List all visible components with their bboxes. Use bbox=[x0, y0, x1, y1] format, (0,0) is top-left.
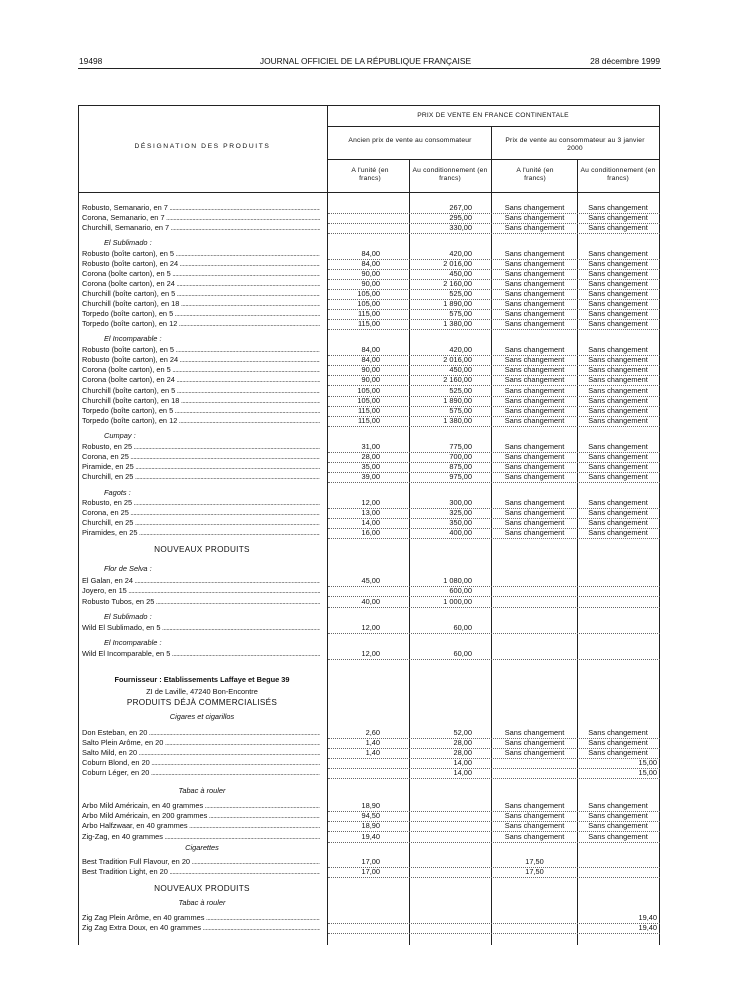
table-row bbox=[0, 375, 731, 385]
table-row bbox=[0, 309, 731, 319]
category-heading bbox=[0, 898, 731, 908]
new-pack-price: Sans changement bbox=[588, 309, 648, 318]
product-name: Salto Plein Arôme, en 20 ..... bbox=[82, 738, 320, 748]
section-heading bbox=[0, 698, 731, 708]
new-unit-price: Sans changement bbox=[504, 213, 565, 222]
new-unit-price: Sans changement bbox=[504, 269, 565, 278]
product-name: El Galan, en 24 ..... bbox=[82, 576, 320, 586]
old-pack-price: 525,00 bbox=[449, 289, 472, 298]
table-row bbox=[0, 821, 731, 831]
table-row bbox=[0, 738, 731, 748]
new-unit-price: Sans changement bbox=[504, 345, 565, 354]
product-name: Robusto (boîte carton), en 24 ..... bbox=[82, 259, 320, 269]
new-unit-price: Sans changement bbox=[504, 203, 565, 212]
old-pack-price: 1 380,00 bbox=[443, 416, 472, 425]
new-unit-price: 17,50 bbox=[525, 857, 544, 866]
old-pack-price: 60,00 bbox=[453, 649, 472, 658]
table-row bbox=[0, 728, 731, 738]
new-unit-price: Sans changement bbox=[504, 223, 565, 232]
category-label: Cigarettes bbox=[185, 843, 219, 852]
new-pack-price: Sans changement bbox=[588, 345, 648, 354]
old-pack-price: 525,00 bbox=[449, 386, 472, 395]
old-unit-price: 18,90 bbox=[361, 801, 380, 810]
product-name: Joyero, en 15 ..... bbox=[82, 586, 320, 596]
brand-label: Cumpay : bbox=[104, 431, 136, 440]
old-pack-price: 14,00 bbox=[453, 758, 472, 767]
old-unit-price: 40,00 bbox=[361, 597, 380, 606]
brand-label: El Sublimado : bbox=[104, 612, 152, 621]
old-pack-price: 2 160,00 bbox=[443, 279, 472, 288]
new-unit-price: Sans changement bbox=[504, 365, 565, 374]
old-pack-price: 325,00 bbox=[449, 508, 472, 517]
new-pack-price: Sans changement bbox=[588, 386, 648, 395]
old-unit-price: 105,00 bbox=[357, 289, 380, 298]
product-name: Corona, en 25 ..... bbox=[82, 452, 320, 462]
new-unit-price: Sans changement bbox=[504, 396, 565, 405]
old-pack-price: 700,00 bbox=[449, 452, 472, 461]
product-name: Corona, Semanario, en 7 ..... bbox=[82, 213, 320, 223]
old-unit-price: 18,90 bbox=[361, 821, 380, 830]
new-pack-price: Sans changement bbox=[588, 518, 648, 527]
product-name: Robusto Tubos, en 25 ..... bbox=[82, 597, 320, 607]
table-row bbox=[0, 597, 731, 607]
new-unit-price: Sans changement bbox=[504, 355, 565, 364]
new-pack-price: Sans changement bbox=[588, 728, 648, 737]
product-name: Robusto, en 25 ..... bbox=[82, 442, 320, 452]
old-unit-price: 13,00 bbox=[361, 508, 380, 517]
new-unit-price: Sans changement bbox=[504, 279, 565, 288]
table-row bbox=[0, 576, 731, 586]
unit-header-old: A l'unité (en francs) bbox=[351, 167, 389, 182]
table-row bbox=[0, 279, 731, 289]
new-pack-price: Sans changement bbox=[588, 203, 648, 212]
new-unit-price: Sans changement bbox=[504, 518, 565, 527]
supplier-address-text: ZI de Laville, 47240 Bon-Encontre bbox=[146, 687, 258, 696]
old-pack-price: 1 380,00 bbox=[443, 319, 472, 328]
old-unit-price: 19,40 bbox=[361, 832, 380, 841]
new-unit-price: Sans changement bbox=[504, 738, 565, 747]
new-unit-price: Sans changement bbox=[504, 821, 565, 830]
new-pack-price: Sans changement bbox=[588, 259, 648, 268]
product-name: Coburn Blond, en 20 ..... bbox=[82, 758, 320, 768]
table-row bbox=[0, 203, 731, 213]
product-name: Torpedo (boîte carton), en 12 ..... bbox=[82, 319, 320, 329]
old-unit-price: 28,00 bbox=[361, 452, 380, 461]
new-unit-price: Sans changement bbox=[504, 442, 565, 451]
new-pack-price: Sans changement bbox=[588, 821, 648, 830]
old-unit-price: 90,00 bbox=[361, 365, 380, 374]
new-pack-price: Sans changement bbox=[588, 223, 648, 232]
table-row bbox=[0, 832, 731, 842]
new-unit-price: Sans changement bbox=[504, 462, 565, 471]
product-name: Churchill, en 25 ..... bbox=[82, 472, 320, 482]
product-name: Torpedo (boîte carton), en 5 ..... bbox=[82, 406, 320, 416]
new-pack-price: Sans changement bbox=[588, 319, 648, 328]
table-row bbox=[0, 386, 731, 396]
product-name: Piramides, en 25 ..... bbox=[82, 528, 320, 538]
new-pack-price: Sans changement bbox=[588, 365, 648, 374]
new-pack-price: Sans changement bbox=[588, 269, 648, 278]
old-unit-price: 105,00 bbox=[357, 396, 380, 405]
product-name: Best Tradition Light, en 20 ..... bbox=[82, 867, 320, 877]
table-row bbox=[0, 249, 731, 259]
pack-header-old: Au conditionnement (en francs) bbox=[412, 167, 488, 182]
product-name: Robusto, en 25 ..... bbox=[82, 498, 320, 508]
product-name: Churchill (boîte carton), en 5 ..... bbox=[82, 289, 320, 299]
table-row bbox=[0, 913, 731, 923]
product-name: Piramide, en 25 ..... bbox=[82, 462, 320, 472]
old-unit-price: 35,00 bbox=[361, 462, 380, 471]
new-pack-price: Sans changement bbox=[588, 299, 648, 308]
old-unit-price: 84,00 bbox=[361, 259, 380, 268]
new-unit-price: Sans changement bbox=[504, 416, 565, 425]
new-pack-price: Sans changement bbox=[588, 416, 648, 425]
new-pack-price: 19,40 bbox=[638, 923, 657, 932]
table-row bbox=[0, 289, 731, 299]
product-name: Corona (boîte carton), en 24 ..... bbox=[82, 375, 320, 385]
product-name: Best Tradition Full Flavour, en 20 ..... bbox=[82, 857, 320, 867]
new-unit-price: Sans changement bbox=[504, 801, 565, 810]
new-pack-price: 15,00 bbox=[638, 768, 657, 777]
table-row bbox=[0, 299, 731, 309]
old-pack-price: 1 890,00 bbox=[443, 299, 472, 308]
old-pack-price: 600,00 bbox=[449, 586, 472, 595]
product-name: Robusto (boîte carton), en 24 ..... bbox=[82, 355, 320, 365]
old-unit-price: 115,00 bbox=[357, 319, 380, 328]
brand-heading bbox=[0, 612, 731, 622]
table-row bbox=[0, 801, 731, 811]
old-pack-price: 1 890,00 bbox=[443, 396, 472, 405]
old-pack-price: 295,00 bbox=[449, 213, 472, 222]
supplier-name: Fournisseur : Etablissements Laffaye et Begue 39 bbox=[114, 675, 290, 684]
table-row bbox=[0, 269, 731, 279]
product-name: Zig-Zag, en 40 grammes ..... bbox=[82, 832, 320, 842]
old-pack-price: 420,00 bbox=[449, 345, 472, 354]
brand-label: Flor de Selva : bbox=[104, 564, 152, 573]
old-pack-price: 2 016,00 bbox=[443, 355, 472, 364]
product-name: Torpedo (boîte carton), en 12 ..... bbox=[82, 416, 320, 426]
old-unit-price: 16,00 bbox=[361, 528, 380, 537]
new-unit-price: Sans changement bbox=[504, 309, 565, 318]
old-pack-price: 330,00 bbox=[449, 223, 472, 232]
new-pack-price: Sans changement bbox=[588, 289, 648, 298]
product-name: Churchill (boîte carton), en 5 ..... bbox=[82, 386, 320, 396]
product-name: Zig Zag Plein Arôme, en 40 grammes ..... bbox=[82, 913, 320, 923]
old-pack-price: 60,00 bbox=[453, 623, 472, 632]
brand-label: El Sublimado : bbox=[104, 238, 152, 247]
product-name: Zig Zag Extra Doux, en 40 grammes ..... bbox=[82, 923, 320, 933]
new-pack-price: 15,00 bbox=[638, 758, 657, 767]
table-row bbox=[0, 768, 731, 778]
old-unit-price: 84,00 bbox=[361, 355, 380, 364]
table-row bbox=[0, 649, 731, 659]
category-label: Tabac à rouler bbox=[178, 898, 226, 907]
old-unit-price: 1,40 bbox=[365, 738, 380, 747]
old-unit-price: 105,00 bbox=[357, 299, 380, 308]
product-name: Churchill, en 25 ..... bbox=[82, 518, 320, 528]
product-name: Arbo Mild Américain, en 200 grammes ..... bbox=[82, 811, 320, 821]
new-pack-price: Sans changement bbox=[588, 832, 648, 841]
new-unit-price: Sans changement bbox=[504, 299, 565, 308]
table-row bbox=[0, 748, 731, 758]
old-unit-price: 39,00 bbox=[361, 472, 380, 481]
table-row bbox=[0, 867, 731, 877]
product-name: Churchill (boîte carton), en 18 ..... bbox=[82, 396, 320, 406]
new-pack-price: Sans changement bbox=[588, 462, 648, 471]
new-unit-price: Sans changement bbox=[504, 811, 565, 820]
product-name: Corona, en 25 ..... bbox=[82, 508, 320, 518]
product-name: Wild El Sublimado, en 5 ..... bbox=[82, 623, 320, 633]
old-unit-price: 2,60 bbox=[365, 728, 380, 737]
product-name: Arbo Mild Américain, en 40 grammes ..... bbox=[82, 801, 320, 811]
new-unit-price: Sans changement bbox=[504, 319, 565, 328]
table-row bbox=[0, 355, 731, 365]
journal-title: JOURNAL OFFICIEL DE LA RÉPUBLIQUE FRANÇAISE bbox=[259, 56, 472, 66]
table-row bbox=[0, 811, 731, 821]
new-unit-price: Sans changement bbox=[504, 259, 565, 268]
unit-header-new: A l'unité (en francs) bbox=[516, 167, 554, 182]
new-pack-price: Sans changement bbox=[588, 442, 648, 451]
old-unit-price: 115,00 bbox=[357, 416, 380, 425]
product-name: Robusto, Semanario, en 7 ..... bbox=[82, 203, 320, 213]
new-unit-price: Sans changement bbox=[504, 728, 565, 737]
table-row bbox=[0, 623, 731, 633]
old-unit-price: 84,00 bbox=[361, 345, 380, 354]
category-heading bbox=[0, 843, 731, 853]
nouveau-header: Prix de vente au consommateur au 3 janvier 2000 bbox=[505, 137, 645, 152]
product-name: Robusto (boîte carton), en 5 ..... bbox=[82, 249, 320, 259]
old-pack-price: 1 000,00 bbox=[443, 597, 472, 606]
old-pack-price: 350,00 bbox=[449, 518, 472, 527]
section-label: NOUVEAUX PRODUITS bbox=[154, 884, 250, 893]
section-label: PRODUITS DÉJÀ COMMERCIALISÉS bbox=[126, 698, 278, 707]
table-row bbox=[0, 857, 731, 867]
new-unit-price: Sans changement bbox=[504, 508, 565, 517]
old-unit-price: 84,00 bbox=[361, 249, 380, 258]
old-unit-price: 1,40 bbox=[365, 748, 380, 757]
old-pack-price: 450,00 bbox=[449, 365, 472, 374]
new-pack-price: Sans changement bbox=[588, 249, 648, 258]
old-pack-price: 975,00 bbox=[449, 472, 472, 481]
product-name: Salto Mild, en 20 ..... bbox=[82, 748, 320, 758]
old-pack-price: 14,00 bbox=[453, 768, 472, 777]
new-pack-price: Sans changement bbox=[588, 528, 648, 537]
old-unit-price: 115,00 bbox=[357, 406, 380, 415]
new-unit-price: Sans changement bbox=[504, 832, 565, 841]
new-pack-price: Sans changement bbox=[588, 375, 648, 384]
new-pack-price: Sans changement bbox=[588, 811, 648, 820]
table-row bbox=[0, 213, 731, 223]
table-row bbox=[0, 498, 731, 508]
table-row bbox=[0, 259, 731, 269]
new-unit-price: Sans changement bbox=[504, 289, 565, 298]
product-name: Don Esteban, en 20 ..... bbox=[82, 728, 320, 738]
table-row bbox=[0, 508, 731, 518]
section-heading bbox=[0, 884, 731, 894]
old-unit-price: 105,00 bbox=[357, 386, 380, 395]
table-row bbox=[0, 472, 731, 482]
new-pack-price: Sans changement bbox=[588, 452, 648, 461]
table-row bbox=[0, 406, 731, 416]
product-name: Corona (boîte carton), en 24 ..... bbox=[82, 279, 320, 289]
brand-heading bbox=[0, 334, 731, 344]
old-unit-price: 17,00 bbox=[361, 857, 380, 866]
product-name: Churchill (boîte carton), en 18 ..... bbox=[82, 299, 320, 309]
table-row bbox=[0, 586, 731, 596]
old-pack-price: 575,00 bbox=[449, 406, 472, 415]
product-name: Wild El Incomparable, en 5 ..... bbox=[82, 649, 320, 659]
brand-heading bbox=[0, 238, 731, 248]
new-pack-price: Sans changement bbox=[588, 396, 648, 405]
table-row bbox=[0, 365, 731, 375]
new-unit-price: Sans changement bbox=[504, 472, 565, 481]
brand-heading bbox=[0, 564, 731, 574]
new-unit-price: Sans changement bbox=[504, 528, 565, 537]
new-pack-price: Sans changement bbox=[588, 748, 648, 757]
brand-label: El Incomparable : bbox=[104, 334, 162, 343]
page-number: 19498 bbox=[79, 56, 103, 66]
product-name: Corona (boîte carton), en 5 ..... bbox=[82, 269, 320, 279]
new-pack-price: Sans changement bbox=[588, 738, 648, 747]
product-name: Corona (boîte carton), en 5 ..... bbox=[82, 365, 320, 375]
old-unit-price: 14,00 bbox=[361, 518, 380, 527]
table-row bbox=[0, 758, 731, 768]
new-unit-price: Sans changement bbox=[504, 748, 565, 757]
old-unit-price: 115,00 bbox=[357, 309, 380, 318]
old-pack-price: 2 160,00 bbox=[443, 375, 472, 384]
table-row bbox=[0, 223, 731, 233]
old-pack-price: 875,00 bbox=[449, 462, 472, 471]
brand-heading bbox=[0, 488, 731, 498]
designation-header: DÉSIGNATION DES PRODUITS bbox=[134, 143, 271, 150]
new-pack-price: Sans changement bbox=[588, 406, 648, 415]
new-pack-price: Sans changement bbox=[588, 355, 648, 364]
brand-label: Fagots : bbox=[104, 488, 131, 497]
new-unit-price: Sans changement bbox=[504, 498, 565, 507]
table-row bbox=[0, 462, 731, 472]
old-pack-price: 300,00 bbox=[449, 498, 472, 507]
old-unit-price: 12,00 bbox=[361, 623, 380, 632]
old-pack-price: 420,00 bbox=[449, 249, 472, 258]
new-pack-price: Sans changement bbox=[588, 213, 648, 222]
new-pack-price: Sans changement bbox=[588, 279, 648, 288]
new-pack-price: 19,40 bbox=[638, 913, 657, 922]
table-row bbox=[0, 923, 731, 933]
old-pack-price: 400,00 bbox=[449, 528, 472, 537]
old-unit-price: 90,00 bbox=[361, 375, 380, 384]
new-unit-price: Sans changement bbox=[504, 375, 565, 384]
table-row bbox=[0, 345, 731, 355]
old-unit-price: 12,00 bbox=[361, 498, 380, 507]
new-unit-price: Sans changement bbox=[504, 249, 565, 258]
table-row bbox=[0, 442, 731, 452]
old-pack-price: 450,00 bbox=[449, 269, 472, 278]
old-pack-price: 28,00 bbox=[453, 738, 472, 747]
section-label: NOUVEAUX PRODUITS bbox=[154, 545, 250, 554]
supplier-heading bbox=[0, 675, 731, 685]
old-unit-price: 90,00 bbox=[361, 269, 380, 278]
old-pack-price: 775,00 bbox=[449, 442, 472, 451]
product-name: Churchill, Semanario, en 7 ..... bbox=[82, 223, 320, 233]
brand-label: El Incomparable : bbox=[104, 638, 162, 647]
table-row bbox=[0, 416, 731, 426]
old-pack-price: 267,00 bbox=[449, 203, 472, 212]
category-heading bbox=[0, 712, 731, 722]
section-heading bbox=[0, 545, 731, 555]
publication-date: 28 décembre 1999 bbox=[590, 56, 660, 66]
new-pack-price: Sans changement bbox=[588, 508, 648, 517]
prix-header: PRIX DE VENTE EN FRANCE CONTINENTALE bbox=[417, 112, 569, 119]
old-unit-price: 45,00 bbox=[361, 576, 380, 585]
new-unit-price: 17,50 bbox=[525, 867, 544, 876]
category-label: Tabac à rouler bbox=[178, 786, 226, 795]
new-unit-price: Sans changement bbox=[504, 452, 565, 461]
product-name: Coburn Léger, en 20 ..... bbox=[82, 768, 320, 778]
new-pack-price: Sans changement bbox=[588, 801, 648, 810]
old-pack-price: 1 080,00 bbox=[443, 576, 472, 585]
ancien-header: Ancien prix de vente au consommateur bbox=[348, 137, 472, 144]
supplier-address bbox=[0, 687, 731, 697]
category-heading bbox=[0, 786, 731, 796]
table-row bbox=[0, 319, 731, 329]
old-pack-price: 28,00 bbox=[453, 748, 472, 757]
old-pack-price: 2 016,00 bbox=[443, 259, 472, 268]
old-pack-price: 52,00 bbox=[453, 728, 472, 737]
table-row bbox=[0, 518, 731, 528]
new-unit-price: Sans changement bbox=[504, 386, 565, 395]
table-row bbox=[0, 396, 731, 406]
old-unit-price: 12,00 bbox=[361, 649, 380, 658]
table-row bbox=[0, 528, 731, 538]
product-name: Arbo Halfzwaar, en 40 grammes ..... bbox=[82, 821, 320, 831]
brand-heading bbox=[0, 431, 731, 441]
old-unit-price: 31,00 bbox=[361, 442, 380, 451]
product-name: Robusto (boîte carton), en 5 ..... bbox=[82, 345, 320, 355]
table-row bbox=[0, 452, 731, 462]
new-pack-price: Sans changement bbox=[588, 498, 648, 507]
brand-heading bbox=[0, 638, 731, 648]
pack-header-new: Au conditionnement (en francs) bbox=[580, 167, 656, 182]
new-unit-price: Sans changement bbox=[504, 406, 565, 415]
product-name: Torpedo (boîte carton), en 5 ..... bbox=[82, 309, 320, 319]
old-pack-price: 575,00 bbox=[449, 309, 472, 318]
old-unit-price: 94,50 bbox=[361, 811, 380, 820]
old-unit-price: 17,00 bbox=[361, 867, 380, 876]
new-pack-price: Sans changement bbox=[588, 472, 648, 481]
old-unit-price: 90,00 bbox=[361, 279, 380, 288]
category-label: Cigares et cigarillos bbox=[169, 712, 235, 721]
